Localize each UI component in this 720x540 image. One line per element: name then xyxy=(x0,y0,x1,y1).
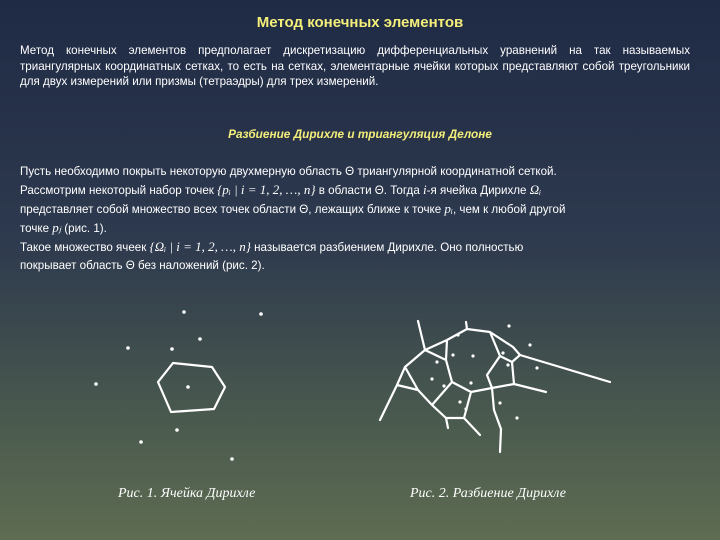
point xyxy=(501,351,504,354)
point xyxy=(442,384,445,387)
point xyxy=(182,310,186,314)
body-line-1: Пусть необходимо покрыть некоторую двухмерную область Θ триангулярной координатной сеткой. xyxy=(20,165,557,178)
section-subtitle: Разбиение Дирихле и триангуляция Делоне xyxy=(228,127,492,141)
point xyxy=(515,416,518,419)
point xyxy=(469,381,472,384)
point xyxy=(535,366,538,369)
seed-points xyxy=(430,324,538,419)
point xyxy=(506,363,509,366)
body-text: в области Θ. Тогда xyxy=(315,184,423,197)
point xyxy=(435,360,438,363)
point xyxy=(259,312,263,316)
omega-i-symbol: Ωᵢ xyxy=(529,182,542,197)
point xyxy=(456,333,459,336)
p-i-symbol: pᵢ xyxy=(444,201,453,216)
slide-title: Метод конечных элементов xyxy=(256,14,464,31)
body-text: точке xyxy=(20,222,53,235)
point xyxy=(126,346,130,350)
cell-set-formula: {Ωᵢ | i = 1, 2, …, n} xyxy=(149,239,251,254)
body-text: Рассмотрим некоторый набор точек xyxy=(20,184,218,197)
body-text: , чем к любой другой xyxy=(452,203,566,216)
point xyxy=(507,324,510,327)
voronoi-edges xyxy=(380,321,610,452)
figure-2-dirichlet-tessellation xyxy=(380,321,610,452)
point xyxy=(175,428,179,432)
point xyxy=(451,353,454,356)
p-j-symbol: pⱼ xyxy=(52,220,62,235)
point xyxy=(430,377,433,380)
point xyxy=(498,401,501,404)
dirichlet-cell-polygon xyxy=(158,363,225,412)
point xyxy=(464,407,467,410)
seed-point xyxy=(186,385,190,389)
point-set-formula: {pᵢ | i = 1, 2, …, n} xyxy=(217,182,316,197)
body-text: (рис. 1). xyxy=(61,222,107,235)
point xyxy=(528,343,531,346)
figure-1-dirichlet-cell xyxy=(94,310,263,461)
body-text: -я ячейка Дирихле xyxy=(426,184,530,197)
point xyxy=(198,337,202,341)
point xyxy=(170,347,174,351)
figure-1-caption: Рис. 1. Ячейка Дирихле xyxy=(118,486,256,501)
body-text: называется разбиением Дирихле. Оно полностью xyxy=(250,241,524,254)
figure-2-caption: Рис. 2. Разбиение Дирихле xyxy=(410,486,566,501)
point xyxy=(471,354,474,357)
point xyxy=(139,440,143,444)
point xyxy=(230,457,234,461)
point xyxy=(94,382,98,386)
point xyxy=(458,400,461,403)
body-line-6: покрывает область Θ без наложений (рис. 2). xyxy=(20,259,265,272)
body-text: Такое множество ячеек xyxy=(20,241,150,254)
index-symbol: i xyxy=(423,182,427,197)
body-text: представляет собой множество всех точек области Θ, лежащих ближе к точке xyxy=(20,203,445,216)
intro-paragraph: Метод конечных элементов предполагает дискретизацию дифференциальных уравнений на так называемых триангулярных координатных сетках, то есть на сетках, элементарные ячейки которых представляют собой треугольники для двух измерений или призмы (тетраэдры) для трех измерений. xyxy=(20,44,690,88)
